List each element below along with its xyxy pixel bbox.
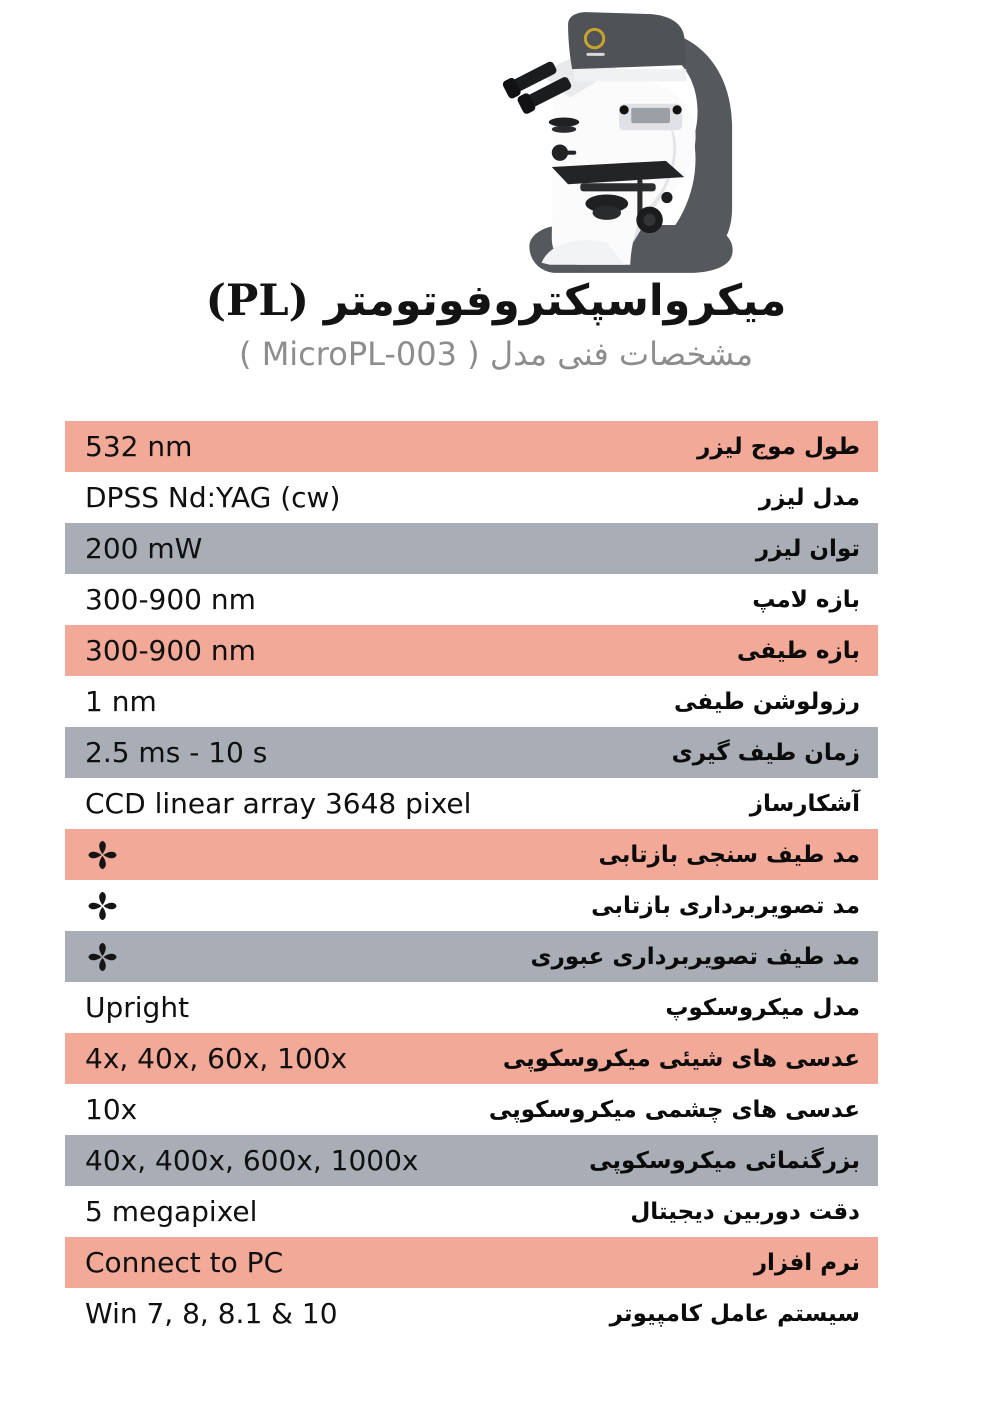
spec-value: [85, 685, 157, 718]
spec-label: زمان طیف گیری: [671, 739, 860, 766]
spec-value: [85, 1042, 347, 1075]
spec-value-text: 40x, 400x, 600x, 1000x: [85, 1144, 419, 1177]
table-row: [65, 625, 878, 676]
spec-value-text: 200 mW: [85, 532, 203, 565]
spec-value-text: 300-900 nm: [85, 583, 256, 616]
spec-value: [85, 1195, 257, 1228]
table-row: [65, 574, 878, 625]
table-row: [65, 1288, 878, 1339]
page-title: [0, 276, 992, 326]
spec-value-text: Connect to PC: [85, 1246, 284, 1279]
spec-value: [85, 1144, 418, 1177]
four-petal-asterisk-icon: [87, 838, 118, 872]
spec-value-text: 5 megapixel: [85, 1195, 258, 1228]
table-row: [65, 880, 878, 931]
four-petal-asterisk-icon: [87, 889, 118, 923]
table-row: [65, 982, 878, 1033]
table-row: [65, 421, 878, 472]
spec-table: [65, 421, 878, 1339]
table-row: [65, 472, 878, 523]
title-block: [0, 276, 992, 373]
spec-value: [85, 787, 471, 820]
spec-label: نرم افزار: [753, 1249, 860, 1276]
spec-value-text: Win 7, 8, 8.1 & 10: [85, 1297, 338, 1330]
table-row: [65, 778, 878, 829]
page-subtitle: [0, 335, 992, 373]
microscope-photo: [497, 8, 739, 278]
table-row: [65, 829, 878, 880]
spec-value: [85, 991, 189, 1024]
spec-label: عدسی های شیئی میکروسکوپی: [502, 1045, 860, 1072]
spec-value: [85, 1297, 338, 1330]
spec-label: بازه طیفی: [737, 637, 860, 664]
spec-value: [85, 634, 256, 667]
page-title-suffix: (PL): [205, 276, 309, 326]
page-title-farsi: میکرواسپکتروفوتومتر: [323, 276, 787, 326]
microscope-illustration: [497, 8, 739, 278]
spec-label: دقت دوربین دیجیتال: [630, 1198, 860, 1225]
spec-value-text: 4x, 40x, 60x, 100x: [85, 1042, 348, 1075]
table-row: [65, 1084, 878, 1135]
spec-value: [85, 838, 118, 872]
spec-value-text: CCD linear array 3648 pixel: [85, 787, 472, 820]
table-row: [65, 727, 878, 778]
spec-label: مد طیف تصویربرداری عبوری: [530, 943, 860, 970]
spec-value-text: Upright: [85, 991, 190, 1024]
spec-label: رزولوشن طیفی: [673, 688, 860, 715]
spec-value-text: 1 nm: [85, 685, 157, 718]
lcd-panel: [619, 104, 682, 130]
page-subtitle-model: ( MicroPL-003 ): [239, 335, 480, 373]
spec-label: توان لیزر: [755, 535, 860, 562]
spec-label: آشکارساز: [749, 790, 860, 817]
spec-label: مدل لیزر: [758, 484, 860, 511]
spec-label: مدل میکروسکوپ: [665, 994, 860, 1021]
spec-label: طول موج لیزر: [697, 433, 860, 460]
spec-value: [85, 430, 192, 463]
spec-value-text: 2.5 ms - 10 s: [85, 736, 268, 769]
table-row: [65, 931, 878, 982]
table-row: [65, 1186, 878, 1237]
spec-value-text: 532 nm: [85, 430, 193, 463]
spec-label: بزرگنمائی میکروسکوپی: [589, 1147, 860, 1174]
spec-value-text: 10x: [85, 1093, 138, 1126]
table-row: [65, 1237, 878, 1288]
spec-value: [85, 1246, 283, 1279]
table-row: [65, 1033, 878, 1084]
four-petal-asterisk-icon: [87, 940, 118, 974]
table-row: [65, 676, 878, 727]
spec-label: عدسی های چشمی میکروسکوپی: [488, 1096, 860, 1123]
spec-value-text: 300-900 nm: [85, 634, 256, 667]
spec-label: سیستم عامل کامپیوتر: [609, 1300, 860, 1327]
spec-label: مد تصویربرداری بازتابی: [591, 892, 860, 919]
spec-value-text: DPSS Nd:YAG (cw): [85, 481, 341, 514]
spec-label: مد طیف سنجی بازتابی: [598, 841, 860, 868]
spec-label: بازه لامپ: [752, 586, 860, 613]
page-subtitle-farsi: مشخصات فنی مدل: [489, 335, 753, 373]
spec-value: [85, 481, 340, 514]
table-row: [65, 1135, 878, 1186]
spec-value: [85, 940, 118, 974]
spec-value: [85, 736, 267, 769]
spec-value: [85, 583, 256, 616]
spec-value: [85, 889, 118, 923]
table-row: [65, 523, 878, 574]
spec-value: [85, 1093, 137, 1126]
spec-value: [85, 532, 202, 565]
